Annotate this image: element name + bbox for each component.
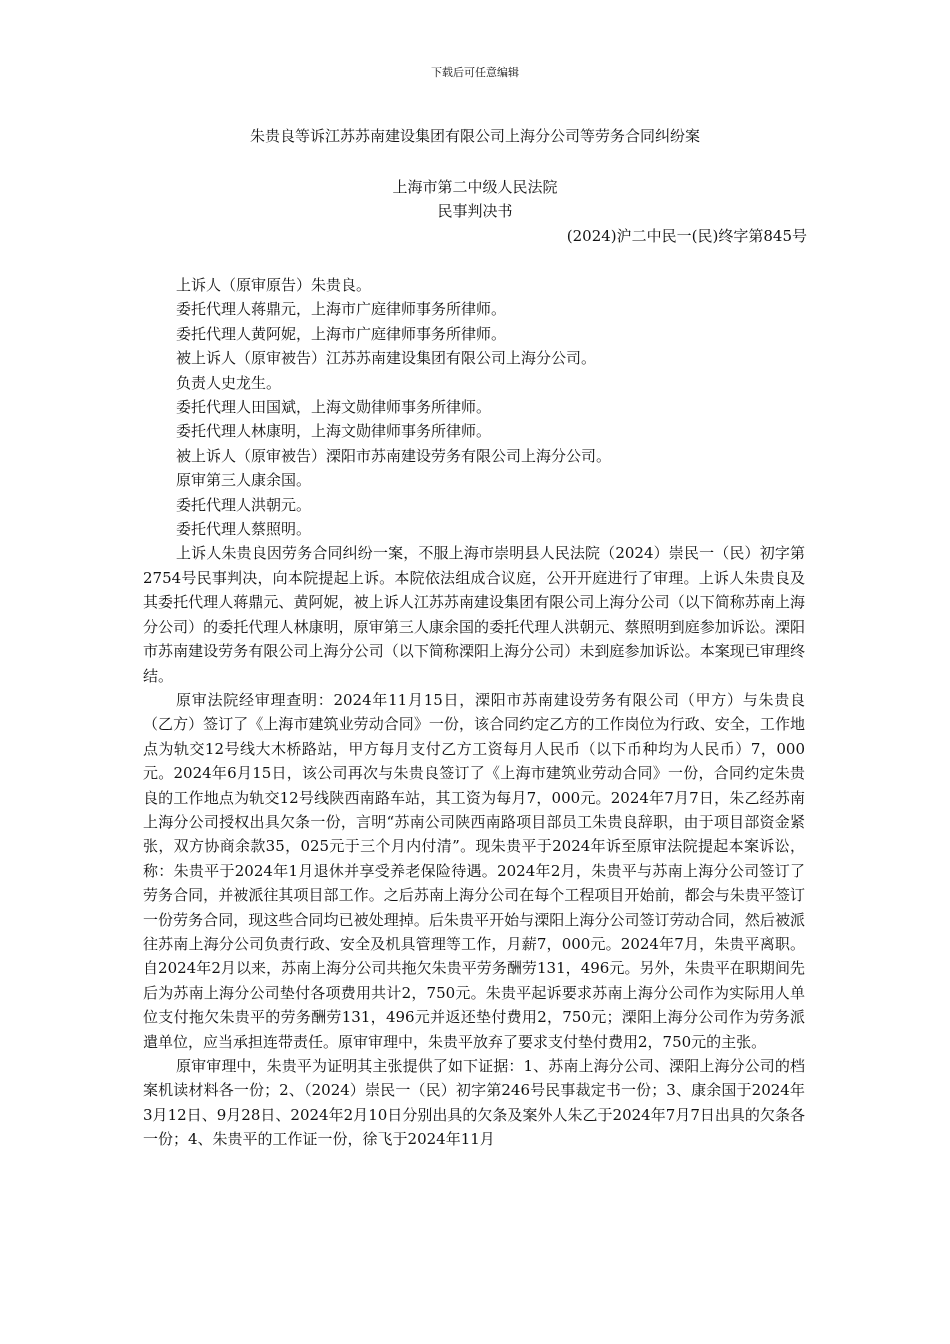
document-body (143, 273, 805, 1152)
party-third-party-agent-1: 委托代理人洪朝元。 (176, 495, 312, 514)
party-appellee-1-agent-1: 委托代理人田国斌，上海文勋律师事务所律师。 (176, 398, 492, 417)
court-name: 上海市第二中级人民法院 (392, 178, 558, 196)
party-third-party-agent-2: 委托代理人蔡照明。 (176, 520, 312, 539)
paragraph-facts-found: 原审法院经审理查明：2024年11月15日，溧阳市苏南建设劳务有限公司（甲方）与朱贵良（乙方）签订了《上海市建筑业劳动合同》一份，该合同约定乙方的工作岗位为行政、安全，工作地点为轨交12号线大木桥路站，甲方每月支付乙方工资每月人民币（以下币种均为人民币）7，000元。2024年6月15日，该公司再次与朱贵良签订了《上海市建筑业劳动合同》一份，合同约定朱贵良的工作地点为轨交12号线陕西南路车站，其工资为每月7，000元。2024年7月7日，朱乙经苏南上海分公司授权出具欠条一份，言明“苏南公司陕西南路项目部员工朱贵良辞职，由于项目部资金紧张，双方协商余款35，025元于三个月内付清”。现朱贵平于2024年诉至原审法院提起本案诉讼，称：朱贵平于2024年1月退休并享受养老保险待遇。2024年2月，朱贵平与苏南上海分公司签订了劳务合同，并被派往其项目部工作。之后苏南上海分公司在每个工程项目开始前，都会与朱贵平签订一份劳务合同，现这些合同均已被处理掉。后朱贵平开始与溧阳上海分公司签订劳动合同，然后被派往苏南上海分公司负责行政、安全及机具管理等工作，月薪7，000元。2024年7月，朱贵平离职。自2024年2月以来，苏南上海分公司共拖欠朱贵平劳务酬劳131，496元。另外，朱贵平在职期间先后为苏南上海分公司垫付各项费用共计2，750元。朱贵平起诉要求苏南上海分公司作为实际用人单位支付拖欠朱贵平的劳务酬劳131，496元并返还垫付费用2，750元；溧阳上海分公司作为劳务派遣单位，应当承担连带责任。原审审理中，朱贵平放弃了要求支付垫付费用2，750元的主张。 (143, 690, 805, 1051)
party-appellee-1-representative: 负责人史龙生。 (176, 373, 282, 392)
party-appellant-agent-1: 委托代理人蒋鼎元，上海市广庭律师事务所律师。 (176, 300, 507, 319)
party-appellant: 上诉人（原审原告）朱贵良。 (176, 276, 372, 294)
case-number: (2024)沪二中民一(民)终字第845号 (566, 227, 807, 245)
party-appellee-1-agent-2: 委托代理人林康明，上海文勋律师事务所律师。 (176, 422, 492, 441)
paragraph-evidence: 原审审理中，朱贵平为证明其主张提供了如下证据：1、苏南上海分公司、溧阳上海分公司的档案机读材料各一份；2、（2024）崇民一（民）初字第246号民事裁定书一份；3、康余国于2024年3月12日、9月28日、2024年2月10日分别出具的欠条及案外人朱乙于2024年7月7日出具的欠条各一份；4、朱贵平的工作证一份，徐飞于2024年11月 (143, 1057, 805, 1149)
party-appellee-1: 被上诉人（原审被告）江苏苏南建设集团有限公司上海分公司。 (176, 349, 597, 368)
paragraph-case-background: 上诉人朱贵良因劳务合同纠纷一案，不服上海市崇明县人民法院（2024）崇民一（民）初字第2754号民事判决，向本院提起上诉。本院依法组成合议庭，公开开庭进行了审理。上诉人朱贵良及其委托代理人蒋鼎元、黄阿妮，被上诉人江苏苏南建设集团有限公司上海分公司（以下简称苏南上海分公司）的委托代理人林康明，原审第三人康余国的委托代理人洪朝元、蔡照明到庭参加诉讼。溧阳市苏南建设劳务有限公司上海分公司（以下简称溧阳上海分公司）未到庭参加诉讼。本案现已审理终结。 (143, 544, 805, 685)
party-appellant-agent-2: 委托代理人黄阿妮，上海市广庭律师事务所律师。 (176, 324, 507, 343)
document-type: 民事判决书 (437, 202, 513, 220)
party-third-party: 原审第三人康余国。 (176, 471, 312, 490)
header-note: 下载后可任意编辑 (431, 66, 519, 79)
document-title: 朱贵良等诉江苏苏南建设集团有限公司上海分公司等劳务合同纠纷案 (249, 127, 700, 145)
party-appellee-2: 被上诉人（原审被告）溧阳市苏南建设劳务有限公司上海分公司。 (176, 446, 612, 465)
